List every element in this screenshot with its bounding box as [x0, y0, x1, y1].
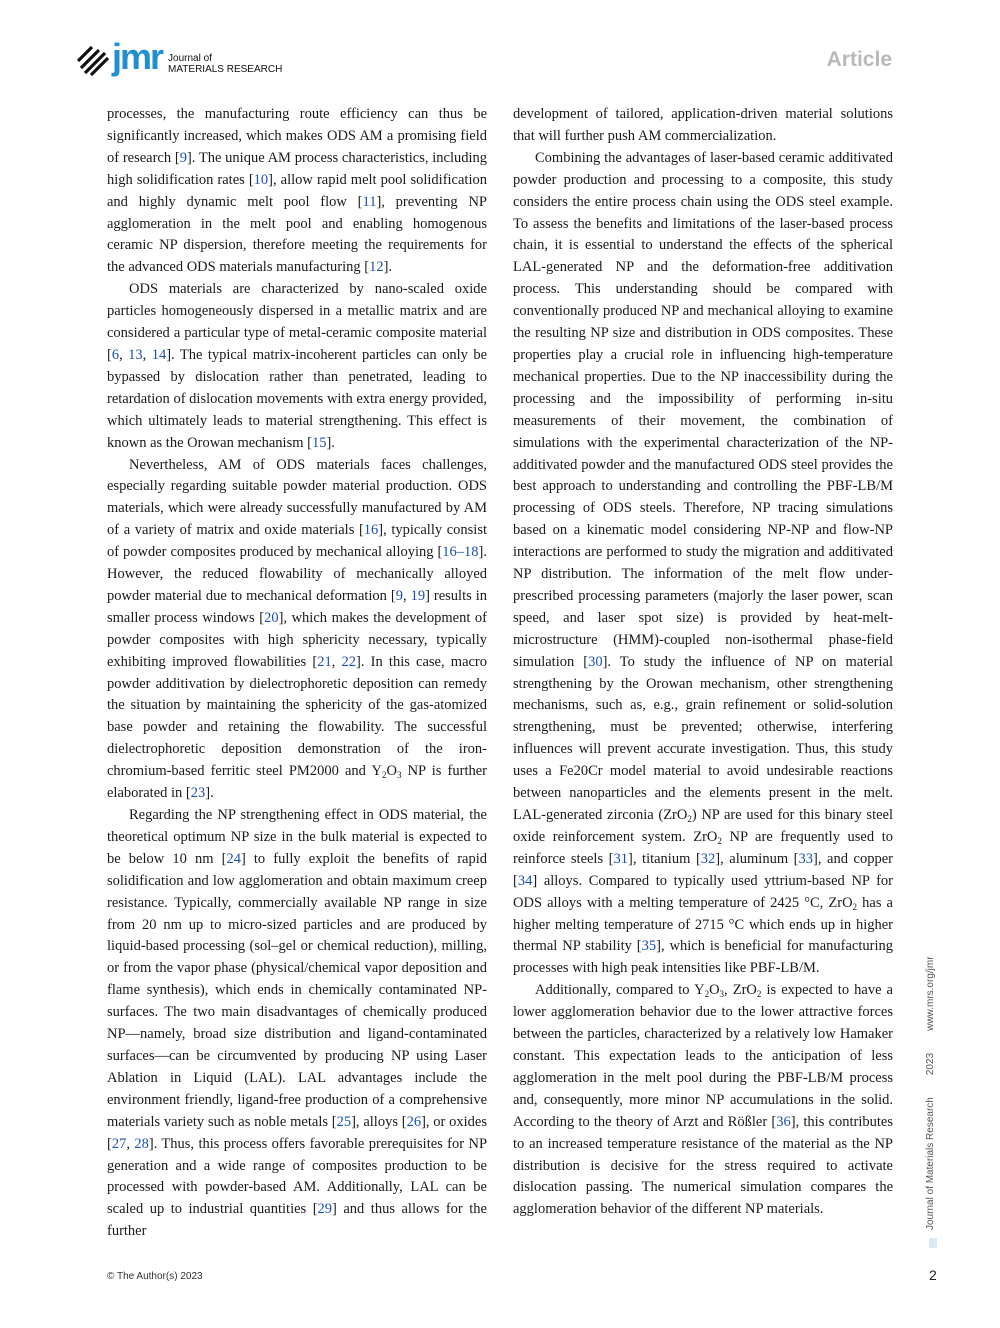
subscript: 2 — [687, 814, 692, 824]
subscript: 3 — [719, 989, 725, 1000]
left-column — [107, 104, 487, 1243]
citation-link[interactable]: 34 — [517, 872, 533, 889]
journal-name-line2: MATERIALS RESEARCH — [168, 64, 283, 75]
paragraph: Regarding the NP strengthening effect in ODS material, the theoretical optimum NP size in the bulk material is expected to be below 10 nm [24] to fully exploit the benefits of rapid solidification and low agglomeration and obtain maximum creep resistance. Typically, commercially available NP range in size from 20 nm up to micro-sized particles and are produced by liquid-based processing (sol–gel or chemical reduction), milling, or from the vapor phase (physical/chemical vapor deposition and flame synthesis), which ends in chemically contaminated NP-surfaces. The two main disadvantages of chemically produced NP—namely, broad size distribution and ligand-contaminated surfaces—can be circumvented by producing NP using Laser Ablation in Liquid (LAL). LAL advantages include the environment friendly, ligand-free production of a comprehensive materials variety such as noble metals [25], alloys [26], or oxides [27, 28]. Thus, this process offers favorable prerequisites for NP generation and a wide range of composites production to be processed with powder-based AM. Additionally, LAL can be scaled up to industrial quantities [29] and thus allows for the further — [107, 807, 488, 1240]
subscript: 2 — [381, 770, 387, 781]
paragraph: Combining the advantages of laser-based ceramic additivated powder production and processing to a composite, this study considers the entire process chain using the ODS steel example. To assess the benefits and limitations of the laser-based process chain, it is essential to understand the effects of the spherical LAL-generated NP and the deformation-free additivation process. This understanding should be compared with conventionally produced NP and mechanical alloying to examine the resulting NP size and distribution in ODS composites. These properties play a crucial role in influencing high-temperature mechanical properties. Due to the NP inaccessibility during the processing and the impossibility of performing in-situ measurements of their movement, the combination of simulations with the experimental characterization of the NP-additivated powder and the manufactured ODS steel provides the best approach to understanding and controlling the PBF-LB/M processing of ODS steels. Therefore, NP tracing simulations based on a kinematic model considering NP-NP and flow-NP interactions are performed to study the migration and additivated NP distribution. The information of the melt flow under-prescribed processing parameters (majorly the laser power, scan speed, and laser spot size) is provided by heat-melt-microstructure (HMM)-coupled non-isothermal phase-field simulation [30]. To study the influence of NP on material strengthening by the Orowan mechanism, other strengthening mechanisms, such as, e.g., grain refinement or solid-solution strengthening, must be prevented; otherwise, interfering influences will prevent accurate investigation. Thus, this study uses a Fe20Cr model material to avoid undesirable reactions between nanoparticles and the elements present in the melt. LAL-generated zirconia (ZrO$_2$) NP are used for this binary steel oxide reinforcement system. ZrO$_2$ NP are frequently used to reinforce steels [31], titanium [32], aluminum [33], and copper [34] alloys. Compared to typically used yttrium-based NP for ODS alloys with a melting temperature of 2425 °C, ZrO$_2$ has a higher melting temperature of 2715 °C which ends up in higher thermal NP stability [35], which is beneficial for manufacturing processes with high peak intensities like PBF-LB/M. — [513, 149, 894, 977]
article-type-label: Article — [826, 48, 892, 71]
citation-link[interactable]: 6 — [111, 346, 120, 363]
journal-logo — [76, 36, 283, 80]
citation-link[interactable]: 27 — [111, 1135, 127, 1152]
paragraph: Nevertheless, AM of ODS materials faces challenges, especially regarding suitable powder material production. ODS materials, which were already successfully manufactured by AM of a variety of matrix and oxide materials [16], typically consist of powder composites produced by mechanical alloying [16–18]. However, the reduced flowability of mechanically alloyed powder material due to mechanical deformation [9, 19] results in smaller process windows [20], which makes the development of powder composites with high sphericity necessary, typically exhibiting improved flowabilities [21, 22]. In this case, macro powder additivation by dielectrophoretic deposition can remedy the situation by maintaining the sphericity of the gas-atomized base powder and retaining the flowability. The successful dielectrophoretic deposition demonstration of the iron-chromium-based ferritic steel PM2000 and $Y_2O_3$ NP is further elaborated in [23]. — [107, 456, 488, 802]
side-year: 2023 — [925, 1052, 936, 1076]
side-journal-name: Journal of Materials Research — [925, 1097, 936, 1230]
paragraph: ODS materials are characterized by nano-scaled oxide particles homogeneously dispersed in a metallic matrix and are considered a particular type of metal-ceramic composite material [6, 13, 14]. The typical matrix-incoherent particles can only be bypassed by dislocation rather than penetrated, leading to retardation of dislocation movements with extra energy provided, which ultimately leads to material strengthening. This effect is known as the Orowan mechanism [15]. — [107, 281, 488, 451]
citation-link[interactable]: 28 — [134, 1135, 149, 1152]
citation-link[interactable]: 33 — [798, 850, 814, 867]
subscript: 2 — [756, 989, 762, 1000]
citation-link[interactable]: 11 — [362, 193, 377, 210]
citation-link[interactable]: 22 — [341, 653, 357, 670]
citation-link[interactable]: 26 — [406, 1113, 422, 1130]
citation-link[interactable]: 9 — [395, 587, 403, 604]
citation-link[interactable]: 14 — [151, 346, 167, 363]
logo-mark: jmr — [112, 36, 163, 77]
citation-link[interactable]: 16 — [363, 522, 379, 539]
citation-link[interactable]: 24 — [226, 850, 241, 867]
citation-link[interactable]: 32 — [700, 850, 716, 867]
citation-link[interactable]: 29 — [317, 1201, 333, 1218]
citation-link[interactable]: 10 — [253, 171, 269, 188]
paragraph: processes, the manufacturing route efficiency can thus be significantly increased, which makes ODS AM a promising field of research [9]. The unique AM process characteristics, including high solidification rates [10], allow rapid melt pool solidification and highly dynamic melt pool flow [11], preventing NP agglomeration in the melt pool and enabling homogenous ceramic NP dispersion, therefore meeting the requirements for the advanced ODS materials manufacturing [12]. — [107, 106, 487, 276]
right-column — [513, 104, 893, 1221]
citation-link[interactable]: 13 — [128, 346, 143, 363]
page-number: 2 — [929, 1267, 937, 1283]
journal-url-link[interactable]: www.mrs.org/jmr — [925, 956, 936, 1031]
citation-link[interactable]: 30 — [588, 653, 603, 670]
copyright-notice: © The Author(s) 2023 — [107, 1271, 203, 1282]
citation-link[interactable]: 23 — [190, 785, 206, 802]
citation-link[interactable]: 9 — [179, 149, 187, 166]
citation-link[interactable]: 20 — [264, 609, 279, 626]
side-accent-bar — [929, 1238, 937, 1248]
subscript: 2 — [852, 901, 858, 912]
citation-link[interactable]: 16–18 — [442, 544, 479, 561]
citation-link[interactable]: 36 — [776, 1113, 791, 1130]
paragraph: development of tailored, application-driven material solutions that will further push AM commercialization. — [513, 106, 893, 144]
citation-link[interactable]: 35 — [641, 938, 657, 955]
citation-link[interactable]: 31 — [613, 850, 629, 867]
citation-link[interactable]: 21 — [317, 653, 332, 670]
journal-name — [168, 53, 282, 75]
subscript: 2 — [704, 989, 710, 1000]
subscript: 2 — [717, 835, 722, 846]
citation-link[interactable]: 25 — [336, 1113, 352, 1130]
citation-link[interactable]: 15 — [311, 434, 327, 451]
citation-link[interactable]: 12 — [369, 259, 384, 276]
logo-stripes-icon — [76, 43, 110, 77]
citation-link[interactable]: 19 — [410, 587, 426, 604]
paragraph: Additionally, compared to $Y_2O_3$, ZrO$_2$ is expected to have a lower agglomeration behavior due to the lower attractive forces between the particles, characterized by a relatively low Hamaker constant. This expectation leads to the anticipation of less agglomeration in the melt pool during the PBF-LB/M process and, consequently, more minor NP accumulations in the solid. According to the theory of Arzt and Rößler [36], this contributes to an increased temperature resistance of the material as the NP distribution is decisive for the stress required to activate dislocation passing. The numerical simulation compares the agglomeration behavior of the different NP materials. — [513, 982, 893, 1218]
subscript: 3 — [396, 770, 402, 781]
journal-name-line1: Journal of — [168, 53, 212, 64]
side-running-text — [925, 956, 936, 1230]
